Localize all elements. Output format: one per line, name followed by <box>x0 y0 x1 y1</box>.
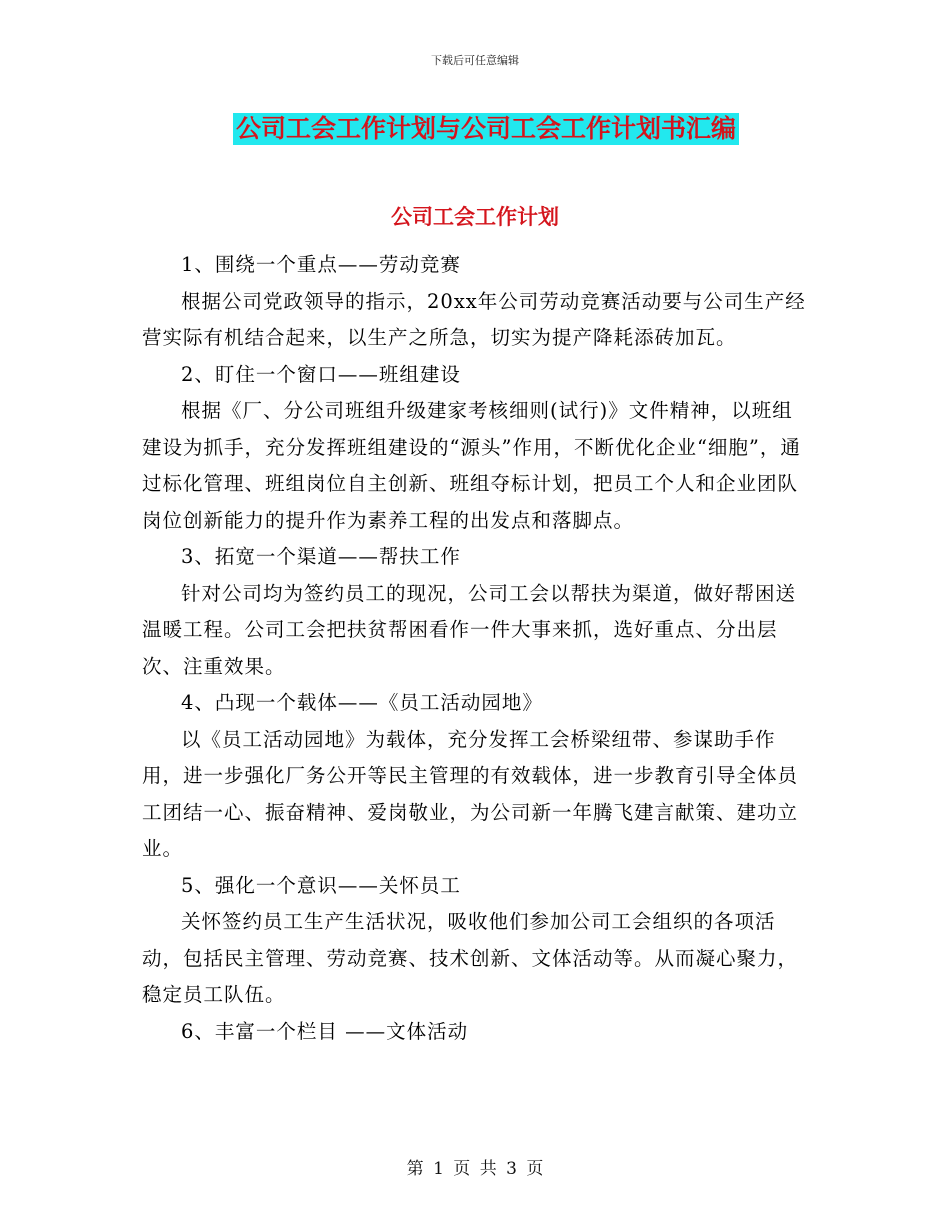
body-paragraph: 关怀签约员工生产生活状况，吸收他们参加公司工会组织的各项活动，包括民主管理、劳动竞赛、技术创新、文体活动等。从而凝心聚力，稳定员工队伍。 <box>142 910 799 1006</box>
item-heading: 4、凸现一个载体——《员工活动园地》 <box>181 691 543 714</box>
body-paragraph: 根据公司党政领导的指示，20xx年公司劳动竞赛活动要与公司生产经营实际有机结合起来，以生产之所急，切实为提产降耗添砖加瓦。 <box>142 289 806 349</box>
header-note: 下载后可任意编辑 <box>431 54 519 67</box>
page-footer: 第 1 页 共 3 页 <box>406 1159 544 1179</box>
section-title: 公司工会工作计划 <box>391 204 559 229</box>
item-heading: 5、强化一个意识——关怀员工 <box>181 873 461 897</box>
item-heading: 3、拓宽一个渠道——帮扶工作 <box>181 545 461 568</box>
body-paragraph: 以《员工活动园地》为载体，充分发挥工会桥梁纽带、参谋助手作用，进一步强化厂务公开等民主管理的有效载体，进一步教育引导全体员工团结一心、振奋精神、爱岗敬业，为公司新一年腾飞建言献策、建功立业。 <box>142 727 799 860</box>
item-heading: 1、围绕一个重点——劳动竞赛 <box>181 253 461 276</box>
body-paragraph: 根据《厂、分公司班组升级建家考核细则(试行)》文件精神，以班组建设为抓手，充分发挥班组建设的“源头”作用，不断优化企业“细胞”，通过标化管理、班组岗位自主创新、班组夺标计划，把员工个人和企业团队岗位创新能力的提升作为素养工程的出发点和落脚点。 <box>142 399 801 532</box>
document-title: 公司工会工作计划与公司工会工作计划书汇编 <box>233 113 739 145</box>
item-heading: 2、盯住一个窗口——班组建设 <box>181 362 461 386</box>
document-body <box>142 247 812 1050</box>
item-heading: 6、丰富一个栏目 ——文体活动 <box>181 1019 469 1043</box>
body-paragraph: 针对公司均为签约员工的现况，公司工会以帮扶为渠道，做好帮困送温暖工程。公司工会把扶贫帮困看作一件大事来抓，选好重点、分出层次、注重效果。 <box>142 581 797 678</box>
